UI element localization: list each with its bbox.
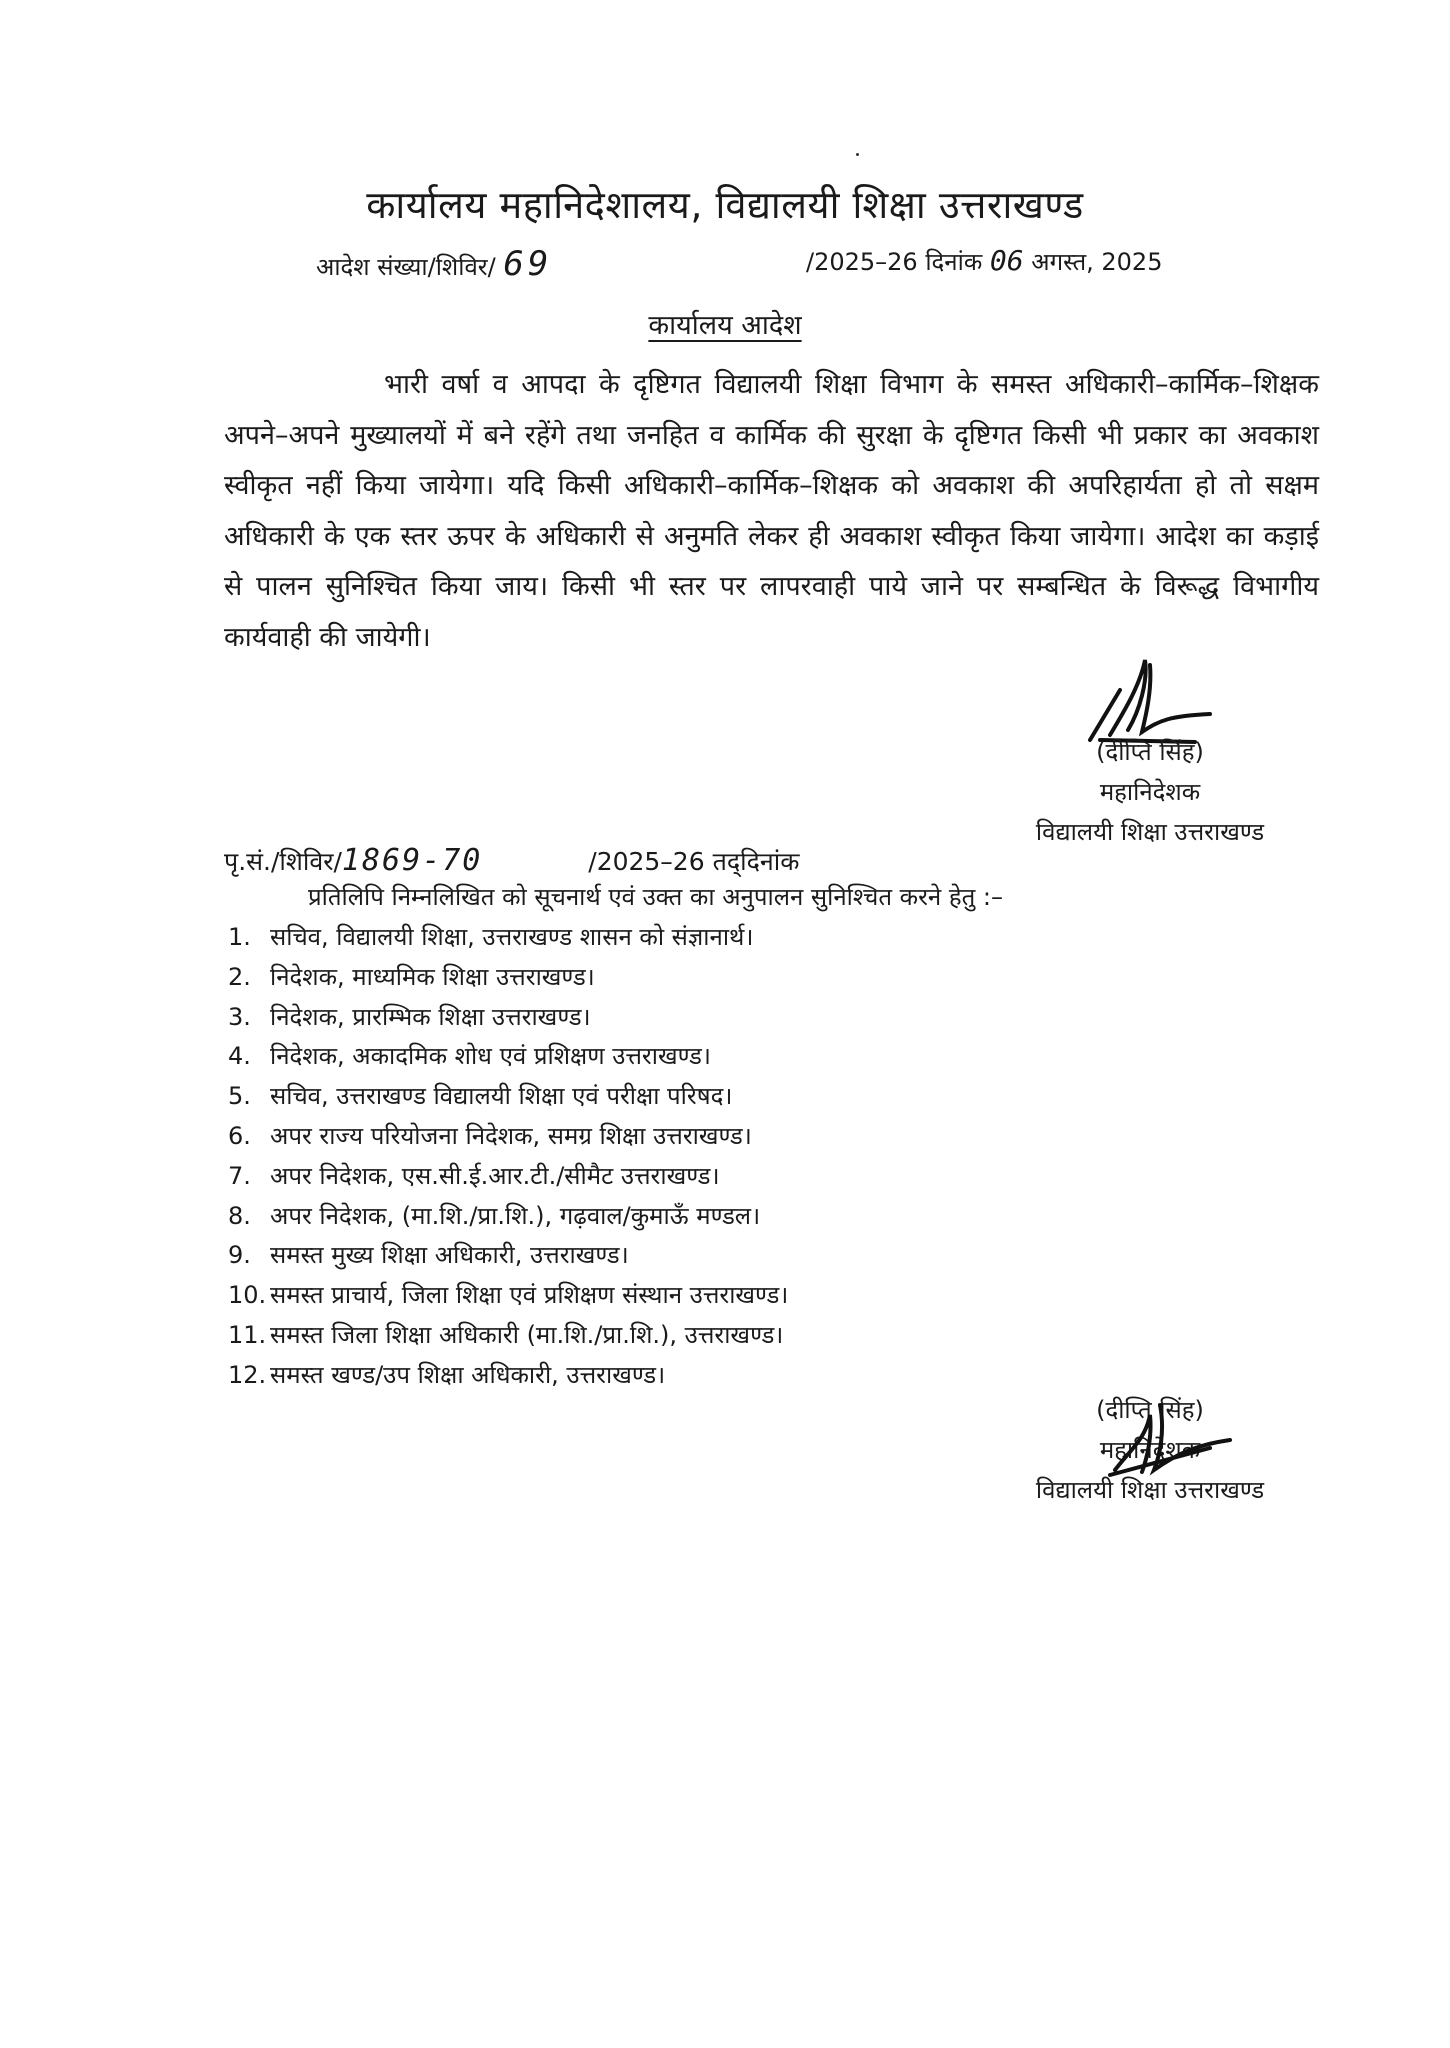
office-title: कार्यालय महानिदेशालय, विद्यालयी शिक्षा उत्तराखण्ड bbox=[366, 183, 1084, 227]
recipient-list bbox=[228, 918, 788, 1396]
list-item: 4. निदेशक, अकादमिक शोध एवं प्रशिक्षण उत्तराखण्ड। bbox=[228, 1042, 711, 1071]
list-item: 7. अपर निदेशक, एस.सी.ई.आर.टी./सीमैट उत्तराखण्ड। bbox=[228, 1161, 720, 1190]
list-item: 1. सचिव, विद्यालयी शिक्षा, उत्तराखण्ड शासन को संज्ञानार्थ। bbox=[228, 923, 754, 951]
signatory-designation: महानिदेशक bbox=[1099, 1436, 1201, 1464]
list-item: 11. समस्त जिला शिक्षा अधिकारी (मा.शि./प्रा.शि.), उत्तराखण्ड। bbox=[228, 1320, 784, 1349]
copy-reference bbox=[224, 843, 799, 878]
list-item: 9. समस्त मुख्य शिक्षा अधिकारी, उत्तराखण्ड। bbox=[228, 1241, 629, 1270]
order-subject bbox=[0, 305, 1450, 342]
list-item: 12. समस्त खण्ड/उप शिक्षा अधिकारी, उत्तराखण्ड। bbox=[228, 1360, 666, 1389]
list-item: 3. निदेशक, प्रारम्भिक शिक्षा उत्तराखण्ड। bbox=[228, 1002, 591, 1031]
order-ref-suffix: /2025–26 दिनांक bbox=[806, 248, 983, 276]
order-date bbox=[806, 244, 1162, 278]
copy-intro: प्रतिलिपि निम्नलिखित को सूचनार्थ एवं उक्त का अनुपालन सुनिश्चित करने हेतु :– bbox=[308, 883, 1003, 911]
subject-heading: कार्यालय आदेश bbox=[648, 310, 802, 341]
signatory-designation: महानिदेशक bbox=[1099, 778, 1201, 806]
copy-ref-suffix: /2025–26 तद्‌दिनांक bbox=[588, 847, 800, 876]
copy-ref-prefix: पृ.सं./शिविर/ bbox=[224, 847, 342, 876]
copy-ref-number-handwritten: 1869-70 bbox=[341, 843, 483, 878]
signature-icon bbox=[1090, 1400, 1240, 1480]
signatory-name: (दीप्ति सिंह) bbox=[1096, 738, 1204, 766]
order-number-handwritten: 69 bbox=[503, 244, 553, 284]
order-ref-prefix: आदेश संख्या/शिविर/ bbox=[316, 253, 496, 281]
list-item: 8. अपर निदेशक, (मा.शि./प्रा.शि.), गढ़वाल/कुमाऊँ मण्डल। bbox=[228, 1201, 761, 1230]
signature-block-1 bbox=[1000, 732, 1300, 852]
order-body: भारी वर्षा व आपदा के दृष्टिगत विद्यालयी शिक्षा विभाग के समस्त अधिकारी–कार्मिक–शिक्षक अपने–अपने मुख्यालयों में बने रहेंगे तथा जनहित व कार्मिक की सुरक्षा के दृष्टिगत किसी भी प्रकार का अवकाश स्वीकृत नहीं किया जायेगा। यदि किसी अधिकारी–कार्मिक–शिक्षक को अवकाश की अपरिहार्यता हो तो सक्षम अधिकारी के एक स्तर ऊपर के अधिकारी से अनुमति लेकर ही अवकाश स्वीकृत किया जायेगा। आदेश का कड़ाई से पालन सुनिश्चित किया जाय। किसी भी स्तर पर लापरवाही पाये जाने पर सम्बन्धित के विरूद्ध विभागीय कार्यवाही की जायेगी। bbox=[224, 369, 1319, 653]
signatory-name: (दीप्ति सिंह) bbox=[1096, 1396, 1204, 1424]
scan-speck bbox=[856, 153, 859, 156]
date-rest: अगस्त, 2025 bbox=[1031, 248, 1163, 276]
signatory-department: विद्यालयी शिक्षा उत्तराखण्ड bbox=[1035, 1476, 1265, 1504]
list-item: 5. सचिव, उत्तराखण्ड विद्यालयी शिक्षा एवं परीक्षा परिषद। bbox=[228, 1082, 733, 1111]
date-day-handwritten: 06 bbox=[989, 244, 1024, 277]
list-item: 2. निदेशक, माध्यमिक शिक्षा उत्तराखण्ड। bbox=[228, 962, 595, 991]
list-item: 6. अपर राज्य परियोजना निदेशक, समग्र शिक्षा उत्तराखण्ड। bbox=[228, 1121, 752, 1150]
order-reference bbox=[316, 244, 552, 284]
signatory-department: विद्यालयी शिक्षा उत्तराखण्ड bbox=[1035, 818, 1265, 846]
list-item: 10. समस्त प्राचार्य, जिला शिक्षा एवं प्रशिक्षण संस्थान उत्तराखण्ड। bbox=[228, 1281, 789, 1310]
